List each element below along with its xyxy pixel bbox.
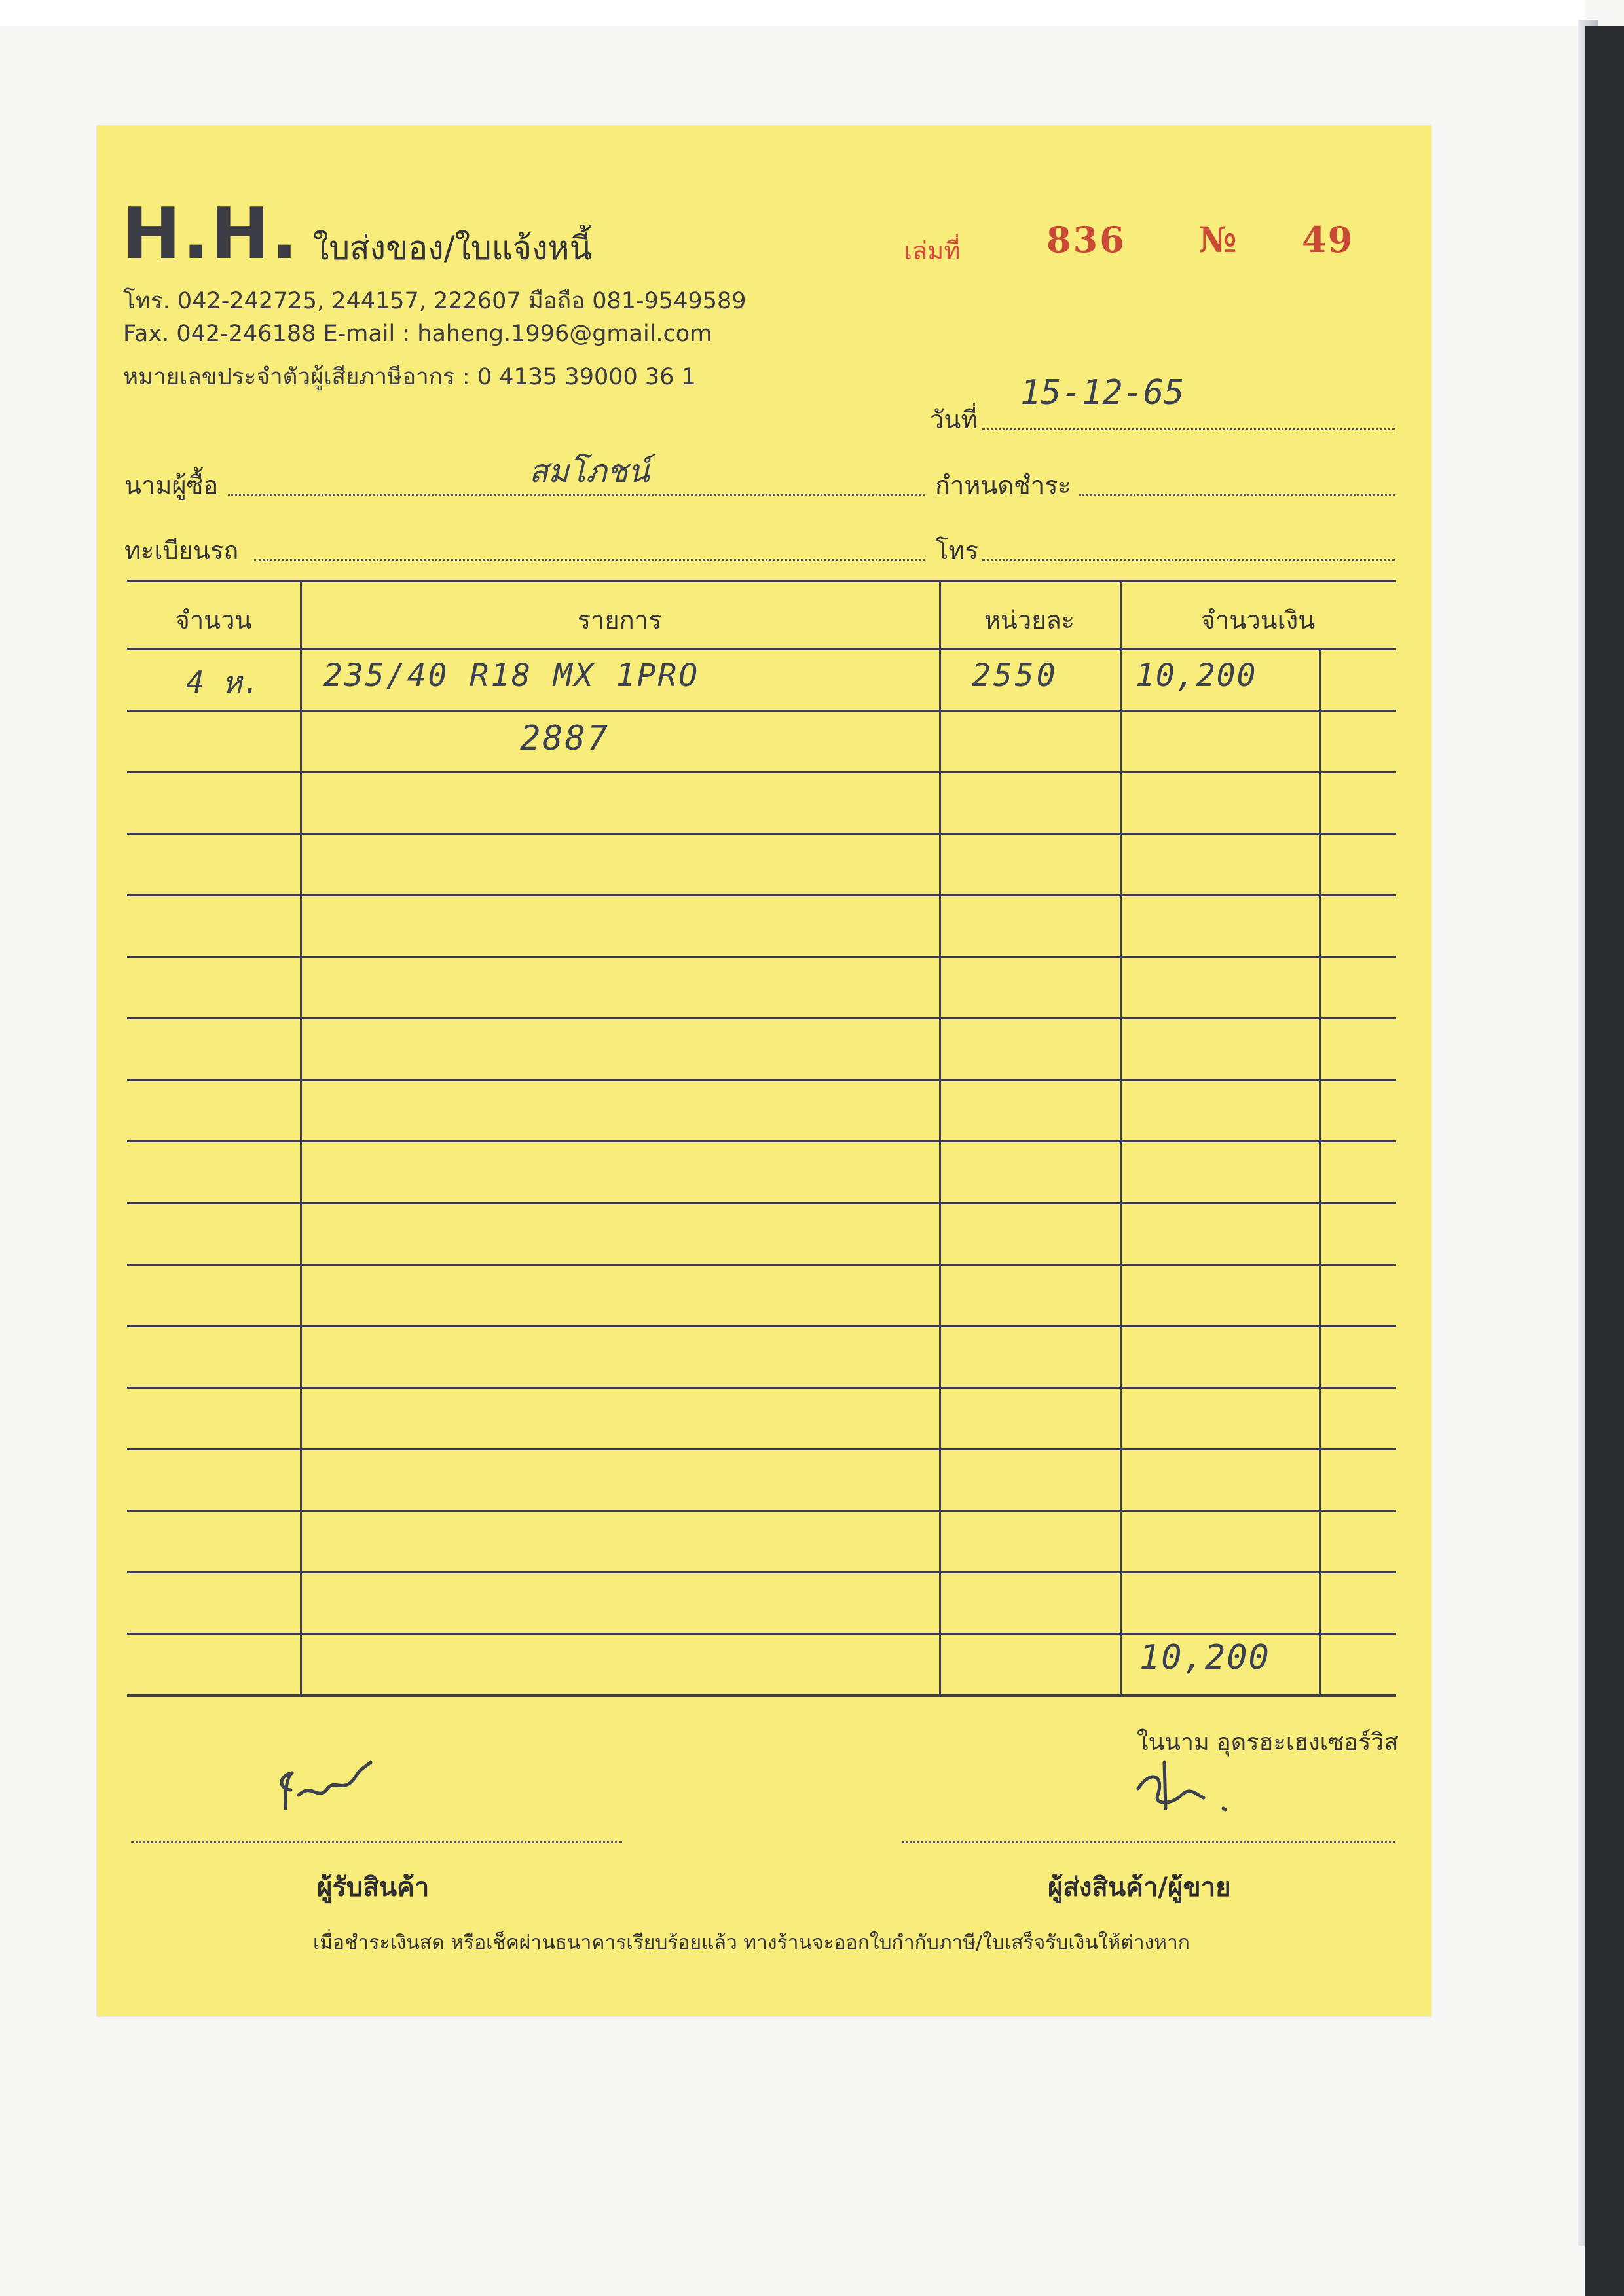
column-divider	[1120, 580, 1122, 1697]
table-bottom-border	[127, 1694, 1396, 1697]
phone-line: โทร. 042-242725, 244157, 222607 มือถือ 081-9549589	[123, 288, 747, 314]
row-description: 235/40 R18 MX 1PRO	[323, 657, 700, 694]
tax-id-line: หมายเลขประจำตัวผู้เสียภาษีอากร : 0 4135 39000 36 1	[123, 364, 696, 390]
table-top-border	[127, 580, 1396, 582]
receiver-signature	[272, 1749, 377, 1821]
receiver-signature-line	[131, 1841, 622, 1843]
table-row-line	[127, 1387, 1396, 1389]
scan-dark-edge	[1585, 26, 1624, 2296]
date-value: 15-12-65	[1020, 373, 1185, 412]
header-description: รายการ	[577, 606, 662, 634]
company-name-line: ในนาม อุดรฮะเฮงเซอร์วิส	[1137, 1729, 1399, 1756]
plate-label: ทะเบียนรถ	[124, 536, 239, 565]
row-unit-price: 2550	[972, 657, 1058, 694]
tel-label: โทร	[935, 536, 978, 565]
table-row-line	[127, 894, 1396, 896]
due-date-label: กำหนดชำระ	[935, 471, 1071, 500]
buyer-label: นามผู้ซื้อ	[124, 471, 219, 500]
column-divider	[939, 580, 941, 1697]
satang-column-divider	[1319, 648, 1321, 1697]
table-row-line	[127, 1264, 1396, 1266]
table-row-line	[127, 1325, 1396, 1327]
receiver-label: ผู้รับสินค้า	[317, 1872, 430, 1903]
date-label: วันที่	[930, 405, 978, 434]
header-unit-price: หน่วยละ	[984, 606, 1075, 634]
table-header-divider	[127, 648, 1396, 650]
table-row-line	[127, 1510, 1396, 1512]
table-row-line	[127, 1633, 1396, 1635]
total-amount: 10,200	[1139, 1638, 1270, 1677]
row-amount: 10,200	[1135, 657, 1257, 694]
document-title: ใบส่งของ/ใบแจ้งหนี้	[313, 229, 592, 267]
date-dotted-line	[982, 428, 1395, 430]
table-row-line	[127, 1017, 1396, 1019]
book-number: 836	[1046, 219, 1126, 261]
book-number-label: เล่มที่	[904, 236, 961, 265]
table-row-line	[127, 771, 1396, 773]
table-row-line	[127, 1448, 1396, 1450]
column-divider	[300, 580, 302, 1697]
seller-signature-line	[902, 1841, 1395, 1843]
items-table	[127, 580, 1396, 1705]
due-date-dotted-line	[1079, 494, 1395, 496]
table-row-line	[127, 833, 1396, 835]
row-quantity: 4 ห.	[186, 665, 261, 700]
invoice-sheet	[97, 126, 1431, 2016]
table-row-line	[127, 1079, 1396, 1081]
plate-dotted-line	[254, 559, 925, 561]
header-amount: จำนวนเงิน	[1200, 606, 1316, 634]
table-row-line	[127, 1140, 1396, 1142]
scan-border	[0, 0, 1585, 26]
table-row-line	[127, 710, 1396, 712]
row-description: 2887	[520, 719, 610, 758]
header-quantity: จำนวน	[175, 606, 252, 634]
table-row-line	[127, 1202, 1396, 1204]
table-row-line	[127, 1571, 1396, 1573]
seller-signature	[1118, 1749, 1236, 1821]
table-row-line	[127, 956, 1396, 958]
fax-email-line: Fax. 042-246188 E-mail : haheng.1996@gmail.com	[123, 321, 712, 347]
serial-number: 49	[1302, 219, 1354, 261]
payment-note: เมื่อชำระเงินสด หรือเช็คผ่านธนาคารเรียบร้อยแล้ว ทางร้านจะออกใบกำกับภาษี/ใบเสร็จรับเงินให้ต่างหาก	[313, 1931, 1190, 1954]
brand-logo: H.H.	[122, 193, 299, 275]
serial-number-label: №	[1198, 219, 1237, 261]
sender-label: ผู้ส่งสินค้า/ผู้ขาย	[1048, 1872, 1231, 1903]
tel-dotted-line	[982, 559, 1395, 561]
buyer-name: สมโภชน์	[529, 453, 650, 490]
